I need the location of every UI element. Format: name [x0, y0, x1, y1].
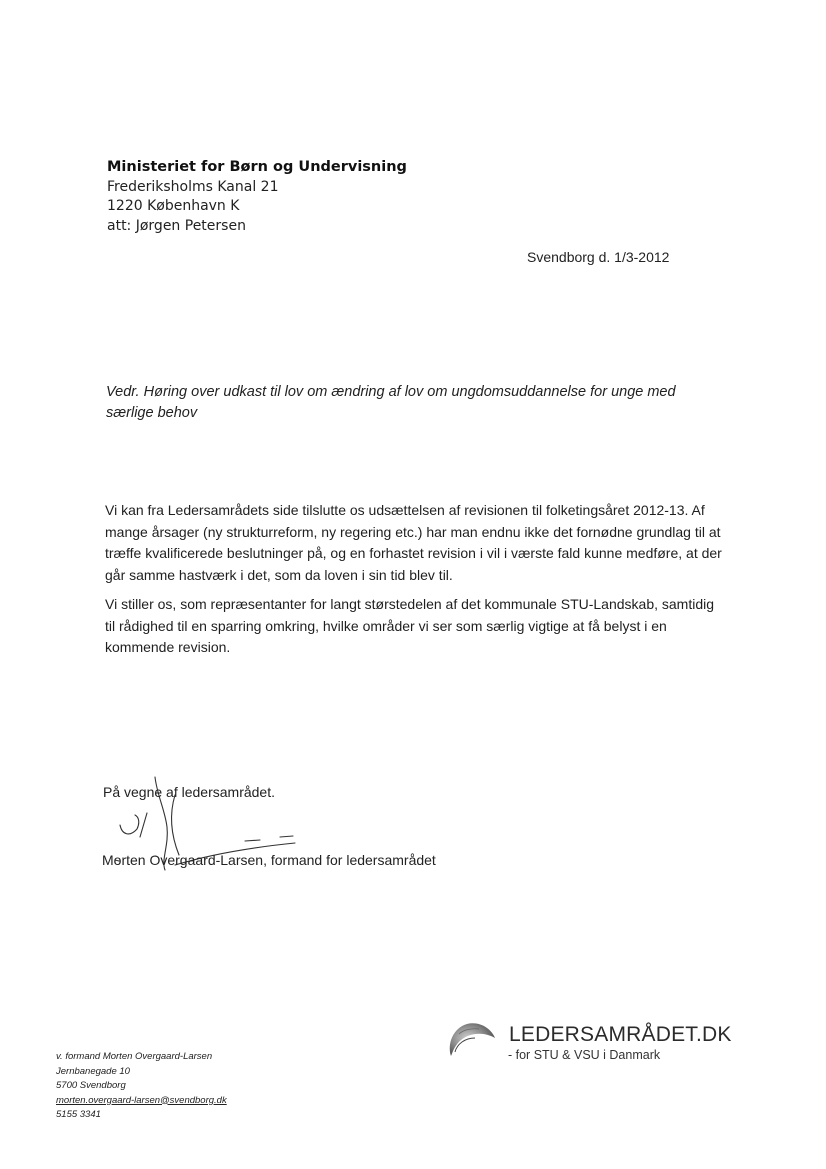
- sender-footer: [56, 1050, 227, 1123]
- globe-logo-icon: [445, 1016, 497, 1064]
- body-paragraph: Vi kan fra Ledersamrådets side tilslutte os udsættelsen af revisionen til folketingsåret 2012-13. Af mange årsager (ny strukturreform, ny regering etc.) har man endnu ikke det fornødne grundlag til at træffe kvalificerede beslutninger på, og en forhastet revision i vil i værste fald kunne medføre, at der går samme hastværk i det, som da loven i sin tid blev til.: [105, 502, 722, 583]
- recipient-attention: att: Jørgen Petersen: [107, 217, 246, 234]
- recipient-city: 1220 København K: [107, 198, 240, 214]
- footer-sender: v. formand Morten Overgaard-Larsen: [56, 1051, 213, 1062]
- recipient-street: Frederiksholms Kanal 21: [107, 178, 279, 195]
- letter-body: [105, 500, 725, 667]
- footer-street: Jernbanegade 10: [56, 1065, 130, 1077]
- body-paragraph: Vi stiller os, som repræsentanter for langt størstedelen af det kommunale STU-Landskab, samtidig til rådighed til en sparring omkring, hvilke områder vi ser som særlig vigtige at få belyst i en kommende revision.: [105, 596, 715, 655]
- signer-name: Morten Overgaard-Larsen, formand for ledersamrådet: [102, 852, 436, 868]
- footer-city: 5700 Svendborg: [56, 1080, 126, 1091]
- footer-email-link[interactable]: morten.overgaard-larsen@svendborg.dk: [56, 1094, 227, 1106]
- date-line: Svendborg d. 1/3-2012: [527, 249, 670, 265]
- logo-wordmark: LEDERSAMRÅDET.DK: [509, 1023, 732, 1046]
- recipient-name: Ministeriet for Børn og Undervisning: [107, 159, 407, 175]
- subject-line: Vedr. Høring over udkast til lov om ændring af lov om ungdomsuddannelse for unge med særlige behov: [106, 384, 676, 421]
- closing-line: På vegne af ledersamrådet.: [103, 784, 275, 800]
- footer-phone: 5155 3341: [56, 1109, 101, 1120]
- logo-tagline: - for STU & VSU i Danmark: [508, 1048, 661, 1062]
- recipient-address: [107, 158, 407, 236]
